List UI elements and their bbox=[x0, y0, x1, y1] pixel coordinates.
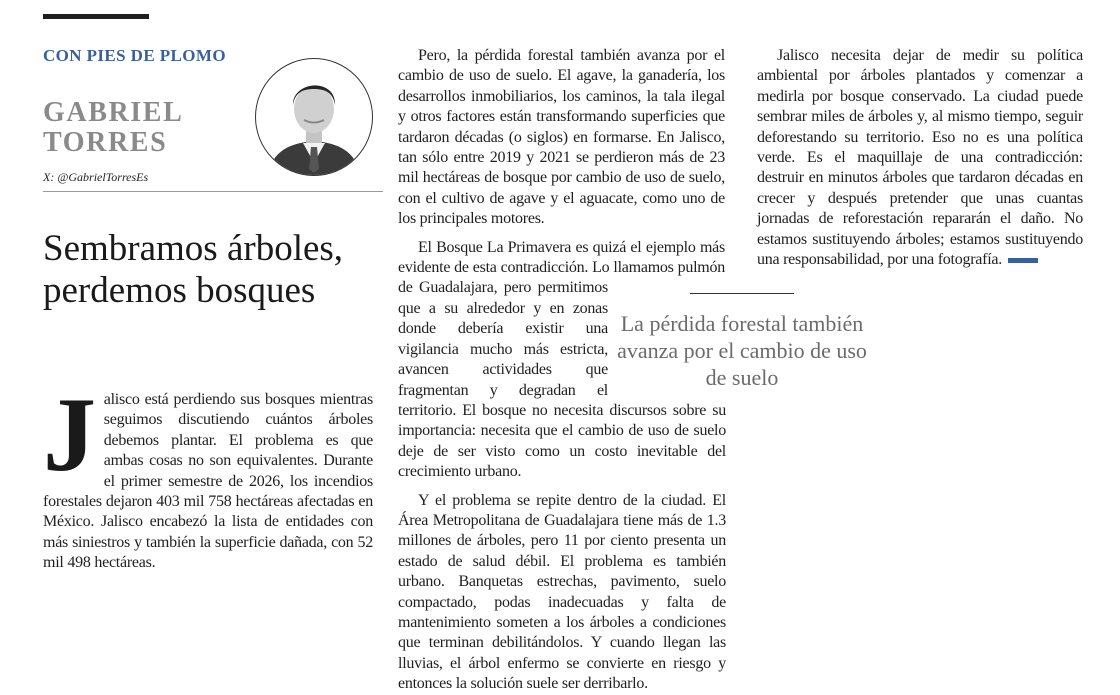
author-name bbox=[43, 98, 183, 158]
top-rule bbox=[43, 14, 149, 19]
column-kicker: CON PIES DE PLOMO bbox=[43, 46, 226, 65]
author-handle: X: @GabrielTorresEs bbox=[43, 170, 149, 184]
author-portrait bbox=[255, 58, 373, 176]
paragraph-5 bbox=[756, 46, 1083, 270]
paragraph-3: El Bosque La Primavera es quizá el ejemplo más evidente de esta contradicción. Lo llamamos pulmón de Guadalajara, pero permitimos que a su alrededor y en zonas donde debería existir una vigilancia mucho más estricta, avancen actividades que fragmentan y degradan el territorio. El bosque no necesita discursos sobre su importancia: necesita que el cambio de uso de suelo deje de ser visto como un costo inevitable del crecimiento urbano. bbox=[398, 238, 726, 481]
paragraph-5-text: Jalisco necesita dejar de medir su política ambiental por árboles plantados y comenzar a medirla por bosque conservado. La ciudad puede sembrar miles de árboles y, al mismo tiempo, seguir deforestando su territorio. Eso no es una política verde. Es el maquillaje de una contradicción: destruir en minutos árboles que tardaron décadas en crecer y después pretender que unas cuantas jornadas de reforestación repararán el daño. No estamos sustituyendo árboles; estamos sustituyendo una responsabilidad, por una fotografía. bbox=[757, 47, 1083, 269]
pullquote-rule bbox=[690, 293, 794, 294]
drop-cap: J bbox=[43, 376, 96, 493]
author-first-name: GABRIEL bbox=[43, 97, 184, 128]
article-headline: Sembramos árboles, perdemos bosques bbox=[43, 228, 344, 311]
paragraph-1: alisco está perdiendo sus bosques mientras seguimos discutiendo cuántos árboles debemos plantar. El problema es que ambas cosas no son equivalentes. Durante el primer semestre de 2026, los incendios forestales dejaron 403 mil 758 hectáreas afectadas en México. Jalisco encabezó la lista de entidades con más siniestros y también la superficie dañada, con 52 mil 498 hectáreas. bbox=[43, 391, 373, 572]
article-column-1 bbox=[43, 376, 373, 574]
paragraph-4: Y el problema se repite dentro de la ciudad. El Área Metropolitana de Guadalajara tiene más de 1.3 millones de árboles, pero 11 por ciento presenta un estado de salud débil. El problema es también urbano. Banquetas estrechas, pavimento, suelo compactado, podas inadecuadas y falta de mantenimiento someten a los árboles a condiciones que terminan debilitándolos. Y cuando llegan las lluvias, el árbol enfermo se convierte en riesgo y entonces la solución suele ser derribarlo. bbox=[398, 491, 726, 693]
author-last-name: TORRES bbox=[43, 127, 168, 158]
end-mark-icon bbox=[1008, 258, 1038, 263]
portrait-icon bbox=[256, 59, 372, 175]
pullquote: La pérdida forestal también avanza por el cambio de uso de suelo bbox=[617, 311, 867, 390]
paragraph-2: Pero, la pérdida forestal también avanza por el cambio de uso de suelo. El agave, la ganadería, los desarrollos inmobiliarios, los caminos, la tala ilegal y otros factores están transformando superficies que tardaron décadas (o siglos) en formarse. En Jalisco, tan sólo entre 2019 y 2021 se perdieron más de 23 mil hectáreas de bosque por cambio de uso de suelo, con el cultivo de agave y el aguacate, como uno de los principales motores. bbox=[398, 47, 725, 228]
layout-spacer bbox=[725, 46, 726, 298]
header-divider bbox=[43, 191, 383, 192]
